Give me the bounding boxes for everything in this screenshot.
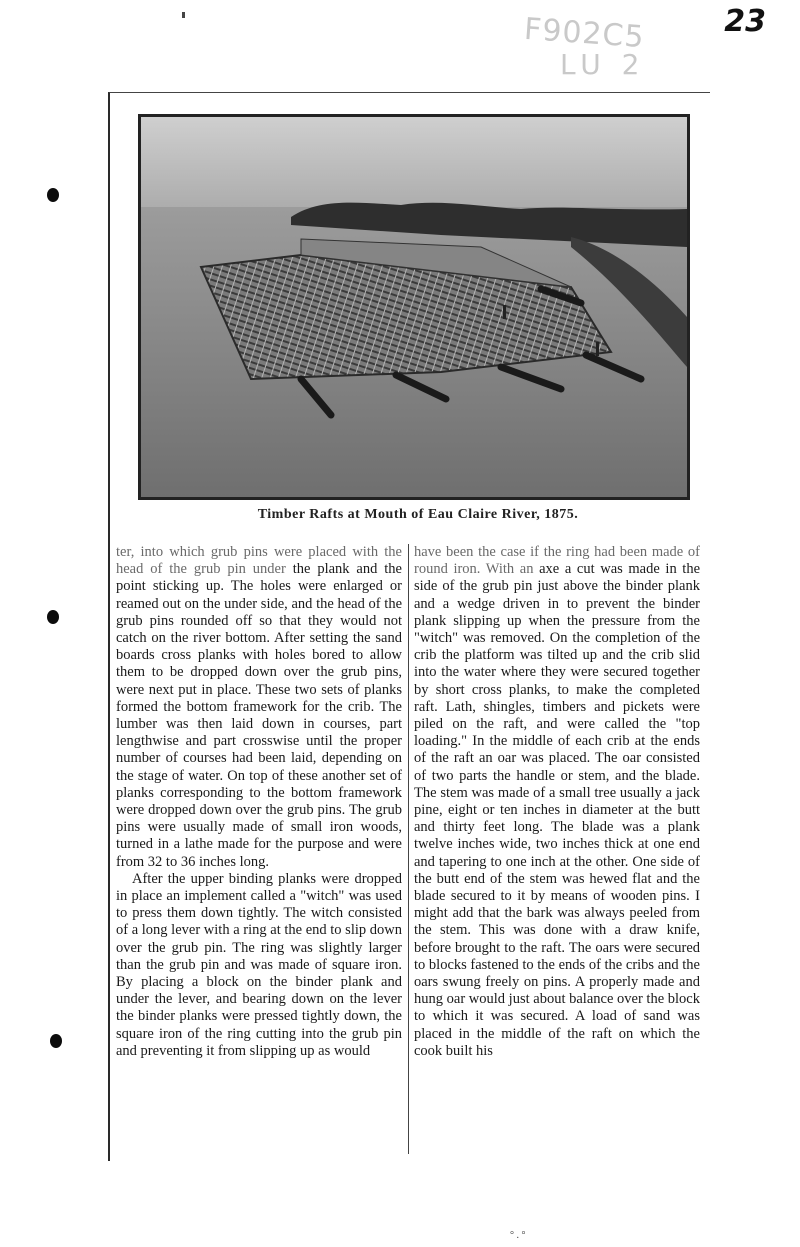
article-column-right bbox=[414, 544, 700, 1060]
right-paragraph-1-text: axe a cut was made in the side of the grub pin just above the binder plank and a wedge driven in to prevent the binder plank slipping up when the pressure from the "witch" was removed. On the completion of the crib the platform was tilted up and the crib slid into the water where they were secured together by short cross planks, to make the completed raft. Lath, shingles, timbers and pickets were piled on the raft, and were called the "top loading." In the middle of each crib at the ends of the raft an oar was placed. The oar consisted of two parts the handle or stem, and the blade. The stem was made of a small tree usually a jack pine, eight or ten inches in diameter at the butt and thirty feet long. The blade was a plank twelve inches wide, two inches thick at one end and tapering to one inch at the other. One side of the butt end of the stem was hewed flat and the blade secured to it by means of wooden pins. I might add that the bark was always peeled from the stem. This was done with a draw knife, before brought to the raft. The oars were secured to blocks fastened to the ends of the cribs and the oars swung freely on pins. A properly made and hung oar would just about balance over the block to which it was secured. A load of sand was placed in the middle of the raft on which the cook built his bbox=[414, 561, 701, 1059]
right-paragraph-1 bbox=[414, 544, 700, 1060]
photo-caption: Timber Rafts at Mouth of Eau Claire River, 1875. bbox=[257, 507, 579, 522]
tick-mark bbox=[182, 12, 185, 18]
archive-stamp-number: LU 2 bbox=[560, 48, 646, 81]
column-divider bbox=[408, 544, 409, 1154]
punch-hole-middle bbox=[47, 610, 59, 624]
timber-rafts-photo bbox=[138, 114, 690, 500]
photo-illustration bbox=[141, 117, 687, 497]
archive-stamp-code: F902C5 bbox=[522, 11, 646, 56]
page-number: 23 bbox=[724, 4, 766, 39]
article-column-left bbox=[116, 544, 402, 1060]
left-faded-opening: ter, into which grub pins were placed with the head of the grub pin under bbox=[116, 544, 402, 578]
right-faded-opening: have been the case if the ring had been made of round iron. With an bbox=[414, 544, 700, 578]
left-paragraph-1 bbox=[116, 544, 402, 871]
left-paragraph-1-text: the plank and the point sticking up. The holes were enlarged or reamed out on the under side, and the head of the grub pins rounded off so that they would not catch on the river bottom. After setting the sand boards cross planks with holes bored to allow them to be dropped down over the grub pins, were next put in place. These two sets of planks formed the bottom framework for the crib. The lumber was then laid down in courses, part lengthwise and part crosswise until the proper number of courses had been laid, depending on the stage of water. On top of these another set of planks corresponding to the bottom framework were dropped down over the grub pins. The grub pins were usually made of small iron woods, turned in a lathe made for the purpose and were from 32 to 36 inches long. bbox=[116, 561, 402, 870]
bottom-mark: ° . ° bbox=[510, 1230, 526, 1241]
punch-hole-bottom bbox=[50, 1034, 62, 1048]
punch-hole-top bbox=[47, 188, 59, 202]
archive-stamp bbox=[520, 11, 720, 86]
left-paragraph-2: After the upper binding planks were dropped in place an implement called a "witch" was used to press them down tightly. The witch consisted of a long lever with a ring at the end to slip down over the grub pin. The ring was slightly larger than the grub pin and was made of square iron. By placing a block on the binder plank and under the lever, and bearing down on the lever the binder planks were pressed tightly down, the square iron of the ring cutting into the grub pin and preventing it from slipping up as would bbox=[116, 870, 402, 1059]
